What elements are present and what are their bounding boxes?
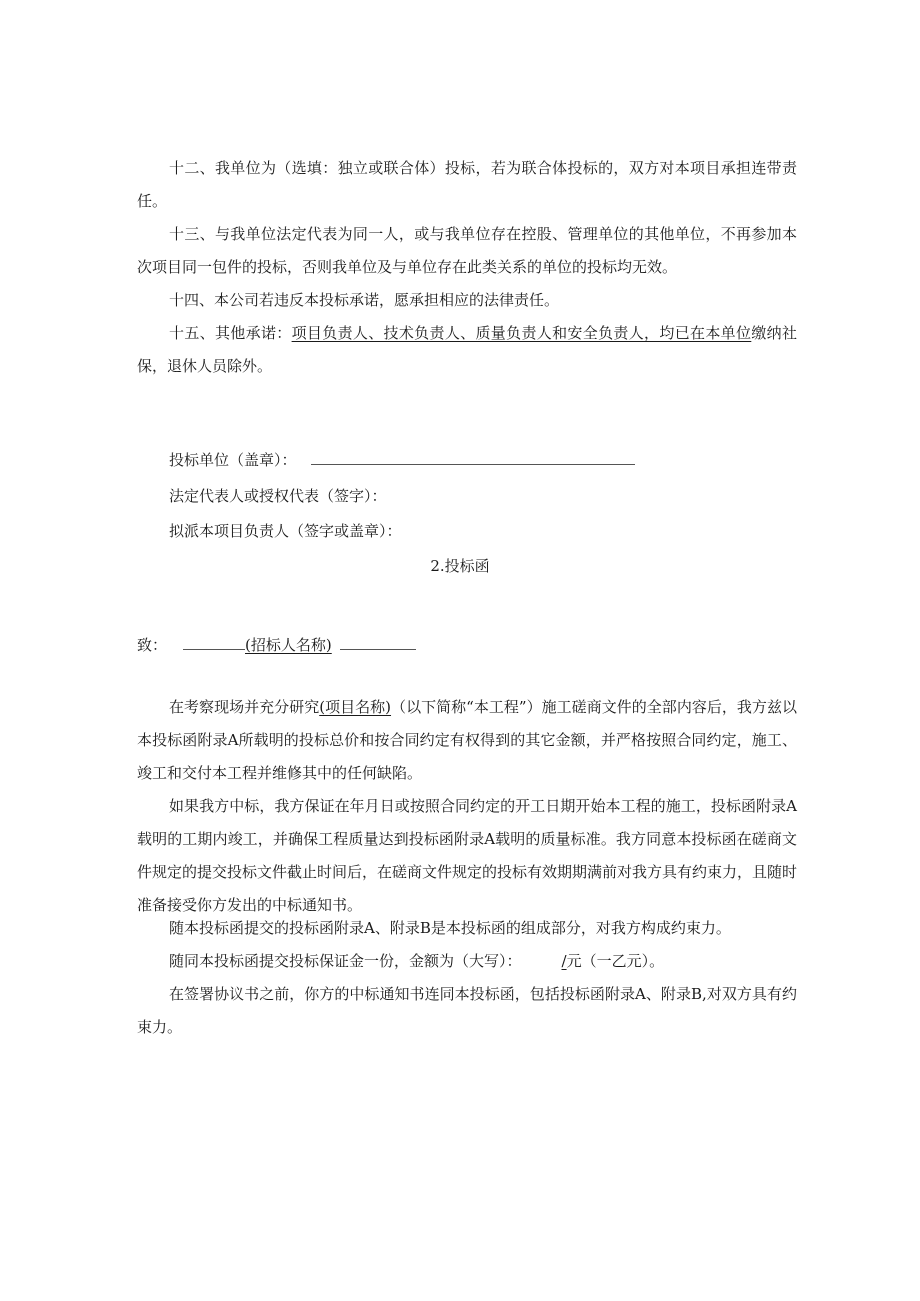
letter-title: 2.投标函 [430, 557, 490, 575]
letter-paragraph-5: 在签署协议书之前，你方的中标通知书连同本投标函，包括投标函附录A、附录B,对双方具有约束力。 [137, 985, 797, 1036]
commitment-item-15-prefix: 十五、其他承诺： [169, 324, 292, 342]
commitment-item-12: 十二、我单位为（选填：独立或联合体）投标，若为联合体投标的，双方对本项目承担连带责任。 [137, 159, 797, 210]
commitment-item-14: 十四、本公司若违反本投标承诺，愿承担相应的法律责任。 [169, 291, 560, 309]
commitment-item-13: 十三、与我单位法定代表为同一人，或与我单位存在控股、管理单位的其他单位，不再参加本次项目同一包件的投标，否则我单位及与单位存在此类关系的单位的投标均无效。 [137, 225, 797, 276]
commitment-item-15-suffix: 缴纳社保，退休人员除外。 [137, 324, 797, 375]
legal-rep-signature-label: 法定代表人或授权代表（签字）： [169, 487, 387, 505]
letter-paragraph-4 [137, 945, 797, 978]
letter-paragraph-1 [137, 691, 797, 790]
addressee-blank-right [340, 635, 416, 650]
letter-paragraph-1-suffix: （以下简称“本工程”）施工磋商文件的全部内容后，我方兹以本投标函附录A所载明的投标总价和按合同约定有权得到的其它金额，并严格按照合同约定，施工、竣工和交付本工程并维修其中的任何缺陷。 [137, 698, 797, 782]
bidder-seal-line [169, 449, 635, 471]
bid-bond-amount: / [561, 952, 567, 970]
bidder-seal-blank [311, 450, 635, 465]
letter-paragraph-4-prefix: 随同本投标函提交投标保证金一份，金额为（大写）： [169, 952, 522, 970]
addressee-label: 致： [137, 636, 168, 654]
letter-paragraph-3: 随本投标函提交的投标函附录A、附录B是本投标函的组成部分，对我方构成约束力。 [169, 919, 731, 937]
addressee-placeholder: (招标人名称) [245, 636, 332, 654]
commitment-item-15 [137, 317, 797, 383]
letter-paragraph-2: 如果我方中标，我方保证在年月日或按照合同约定的开工日期开始本工程的施工，投标函附录A载明的工期内竣工，并确保工程质量达到投标函附录A载明的质量标准。我方同意本投标函在磋商文件规定的提交投标文件截止时间后，在磋商文件规定的投标有效期期满前对我方具有约束力，且随时准备接受你方发出的中标通知书。 [137, 797, 798, 914]
letter-paragraph-1-prefix: 在考察现场并充分研究 [169, 698, 320, 716]
project-manager-signature-label: 拟派本项目负责人（签字或盖章）： [169, 522, 402, 540]
bidder-seal-label: 投标单位（盖章）： [169, 451, 297, 469]
addressee-blank-left [183, 635, 245, 650]
project-name-placeholder: (项目名称) [319, 698, 392, 716]
letter-paragraph-4-suffix: 元（一乙元）。 [566, 952, 665, 970]
addressee-line [137, 634, 416, 656]
commitment-item-15-underlined: 项目负责人、技术负责人、质量负责人和安全负责人，均已在本单位 [291, 324, 752, 342]
